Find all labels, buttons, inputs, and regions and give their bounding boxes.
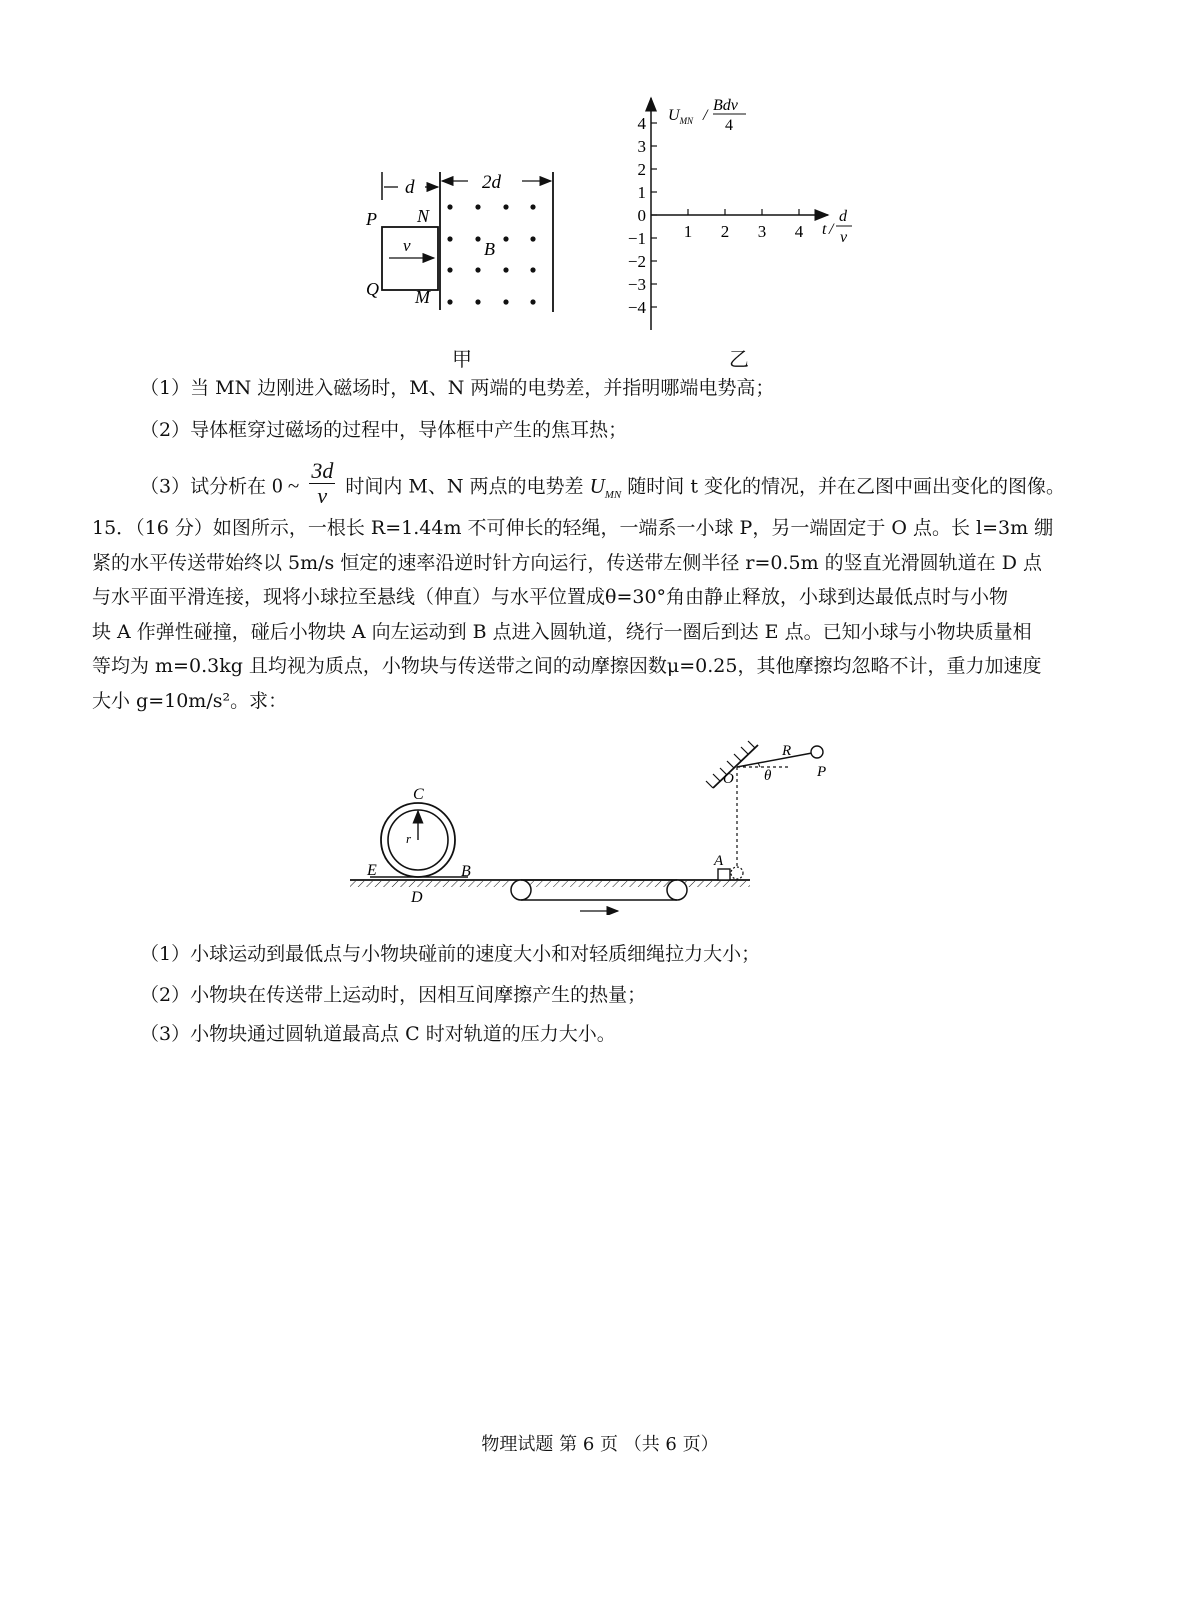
label-v: v xyxy=(403,236,411,255)
x-tick-label: 3 xyxy=(757,222,767,241)
label-2d: 2d xyxy=(482,172,501,193)
label-M: M xyxy=(415,287,430,307)
label-O: O xyxy=(723,771,734,787)
y-tick-label: 1 xyxy=(637,183,646,202)
q15-stem-line2: 紧的水平传送带始终以 5m/s 恒定的速率沿逆时针方向运行，传送带左侧半径 r=0.5m 的竖直光滑圆轨道在 D 点 xyxy=(92,551,1042,574)
q15-stem-line1: 15．（16 分）如图所示，一根长 R=1.44m 不可伸长的轻绳，一端系一小球 P，另一端固定于 O 点。长 l=3m 绷 xyxy=(92,517,1054,539)
label-d: d xyxy=(405,177,415,198)
label-D: D xyxy=(411,889,423,906)
label-P: P xyxy=(817,764,827,780)
y-axis-label: $U_{MN}$ xyxy=(668,107,694,126)
circular-track xyxy=(370,803,468,877)
q14-sub1: （1）当 MN 边刚进入磁场时，M、N 两端的电势差，并指明哪端电势高； xyxy=(140,377,775,399)
y-axis-slash: / xyxy=(703,107,708,124)
label-B: B xyxy=(461,863,471,880)
q14-sub3-U: $U_{MN}$ xyxy=(589,473,622,501)
figure-yi-chart xyxy=(610,90,870,340)
figure-q15 xyxy=(340,735,840,915)
label-P: P xyxy=(366,209,377,229)
q15-stem-line6: 大小 g=10m/s²。求： xyxy=(92,689,288,712)
x-unit-denominator: v xyxy=(840,229,848,246)
y-tick-label: 4 xyxy=(637,114,646,133)
y-tick-label: −1 xyxy=(627,229,646,248)
y-tick-label: 3 xyxy=(637,137,646,156)
x-unit-numerator: d xyxy=(839,208,847,225)
block-A xyxy=(718,869,730,880)
q14-sub3 xyxy=(140,458,1066,512)
label-N: N xyxy=(417,206,430,226)
y-unit-numerator: Bdv xyxy=(713,97,738,114)
q14-sub3-a: （3）试分析在 xyxy=(140,475,267,498)
q15-sub2: （2）小物块在传送带上运动时，因相互间摩擦产生的热量； xyxy=(140,984,647,1006)
y-tick-label: −3 xyxy=(627,275,646,294)
q14-sub3-fraction xyxy=(309,459,335,508)
fraction-numerator: 3d xyxy=(311,458,334,483)
y-tick-label: −2 xyxy=(627,252,646,271)
ball-P xyxy=(811,746,823,758)
caption-yi: 乙 xyxy=(729,347,749,371)
label-E: E xyxy=(367,862,377,879)
label-R: R xyxy=(782,743,792,759)
page-footer: 物理试题 第 6 页 （共 6 页） xyxy=(481,1434,719,1455)
x-axis-slash: / xyxy=(829,221,834,238)
y-tick-label: 0 xyxy=(637,206,646,225)
x-axis-label: t xyxy=(822,221,827,238)
q14-sub3-expr: 0 ~ xyxy=(272,473,300,498)
q14-sub3-b: 时间内 M、N 两点的电势差 xyxy=(345,475,584,498)
x-tick-label: 2 xyxy=(720,222,730,241)
q15-stem-line3: 与水平面平滑连接，现将小球拉至悬线（伸直）与水平位置成θ=30°角由静止释放，小球到达最低点时与小物 xyxy=(92,586,1009,608)
label-C: C xyxy=(413,786,424,803)
q14-sub3-c: 随时间 t 变化的情况，并在乙图中画出变化的图像。 xyxy=(627,475,1066,498)
q15-stem-line4: 块 A 作弹性碰撞，碰后小物块 A 向左运动到 B 点进入圆轨道，绕行一圈后到达 E 点。已知小球与小物块质量相 xyxy=(92,620,1032,643)
y-tick-label: −4 xyxy=(627,298,646,317)
q15-sub1: （1）小球运动到最低点与小物块碰前的速度大小和对轻质细绳拉力大小； xyxy=(140,943,761,965)
label-r: r xyxy=(406,831,412,846)
q15-stem xyxy=(92,511,1102,718)
label-A: A xyxy=(714,853,724,869)
x-tick-label: 1 xyxy=(683,222,693,241)
figure-jia xyxy=(350,160,580,330)
fraction-denominator: v xyxy=(317,483,328,508)
label-B: B xyxy=(484,239,495,259)
q15-sub3: （3）小物块通过圆轨道最高点 C 时对轨道的压力大小。 xyxy=(140,1023,616,1045)
x-tick-label: 4 xyxy=(794,222,804,241)
y-unit-denominator: 4 xyxy=(725,117,733,134)
label-theta: θ xyxy=(764,768,772,784)
q14-sub2: （2）导体框穿过磁场的过程中，导体框中产生的焦耳热； xyxy=(140,419,628,441)
q15-stem-line5: 等均为 m=0.3kg 且均视为质点，小物块与传送带之间的动摩擦因数μ=0.25，其他摩擦均忽略不计，重力加速度 xyxy=(92,655,1042,677)
label-Q: Q xyxy=(366,279,379,299)
y-tick-label: 2 xyxy=(637,160,646,179)
caption-jia: 甲 xyxy=(452,347,472,371)
